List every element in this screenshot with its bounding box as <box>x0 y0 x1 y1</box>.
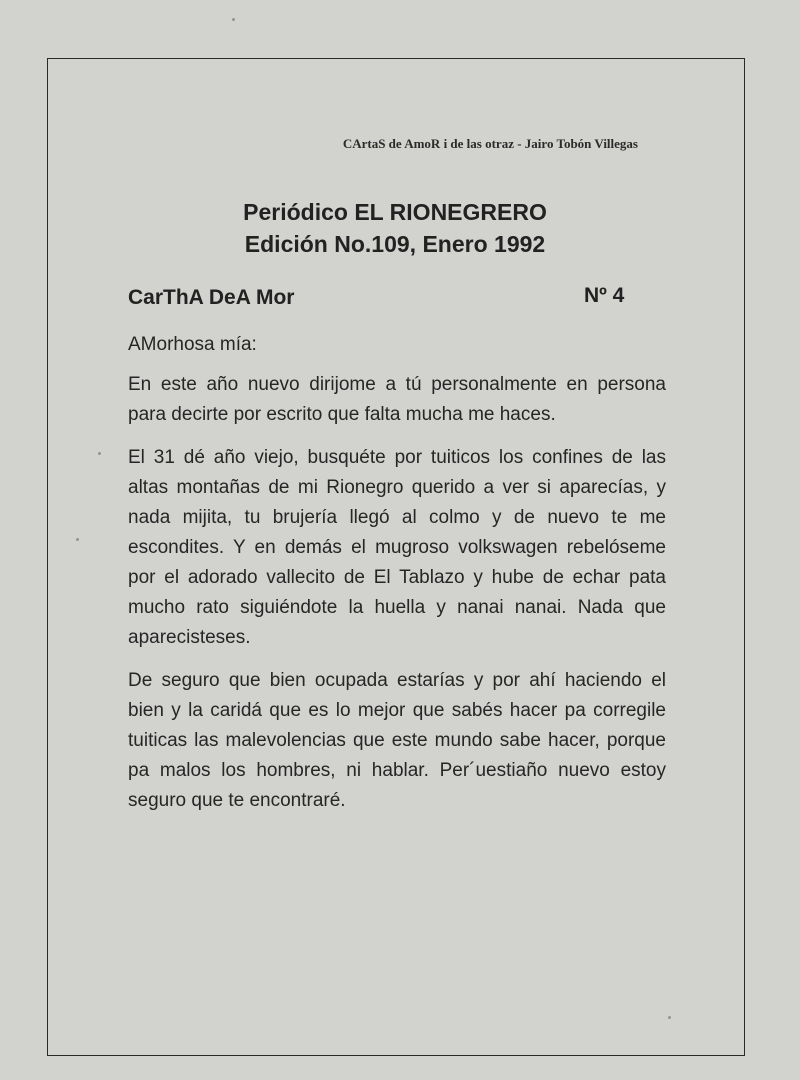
newspaper-masthead <box>0 196 790 260</box>
paragraph: De seguro que bien ocupada estarías y por ahí haciendo el bien y la caridá que es lo mejor que sabés hacer pa corregile tuiticas las malevolencias que este mundo sabe hacer, porque pa malos los hombres, ni hablar. Per´uestiaño nuevo estoy seguro que te encontraré. <box>128 670 666 811</box>
scan-speck <box>668 1016 671 1019</box>
newspaper-name: Periódico EL RIONEGRERO <box>243 199 547 225</box>
paragraph: El 31 dé año viejo, busquéte por tuiticos los confines de las altas montañas de mi Rionegro querido a ver si aparecías, y nada mijita, tu brujería llegó al colmo y de nuevo te me escondites. Y en demás el mugroso volkswagen rebelóseme por el adorado vallecito de El Tablazo y hube de echar pata mucho rato siguiéndote la huella y nanai nanai. Nada que aparecisteses. <box>128 447 666 648</box>
scan-speck <box>232 18 235 21</box>
salutation: AMorhosa mía: <box>128 334 257 355</box>
edition-line: Edición No.109, Enero 1992 <box>244 231 546 257</box>
letter-body <box>128 370 666 829</box>
letter-title: CarThA DeA Mor <box>128 286 295 309</box>
scan-speck <box>76 538 79 541</box>
running-head: CArtaS de AmoR i de las otraz - Jairo Tobón Villegas <box>342 136 638 151</box>
letter-number: Nº 4 <box>584 284 625 307</box>
paragraph: En este año nuevo dirijome a tú personalmente en persona para decirte por escrito que falta mucha me haces. <box>128 374 666 425</box>
scan-speck <box>98 452 101 455</box>
